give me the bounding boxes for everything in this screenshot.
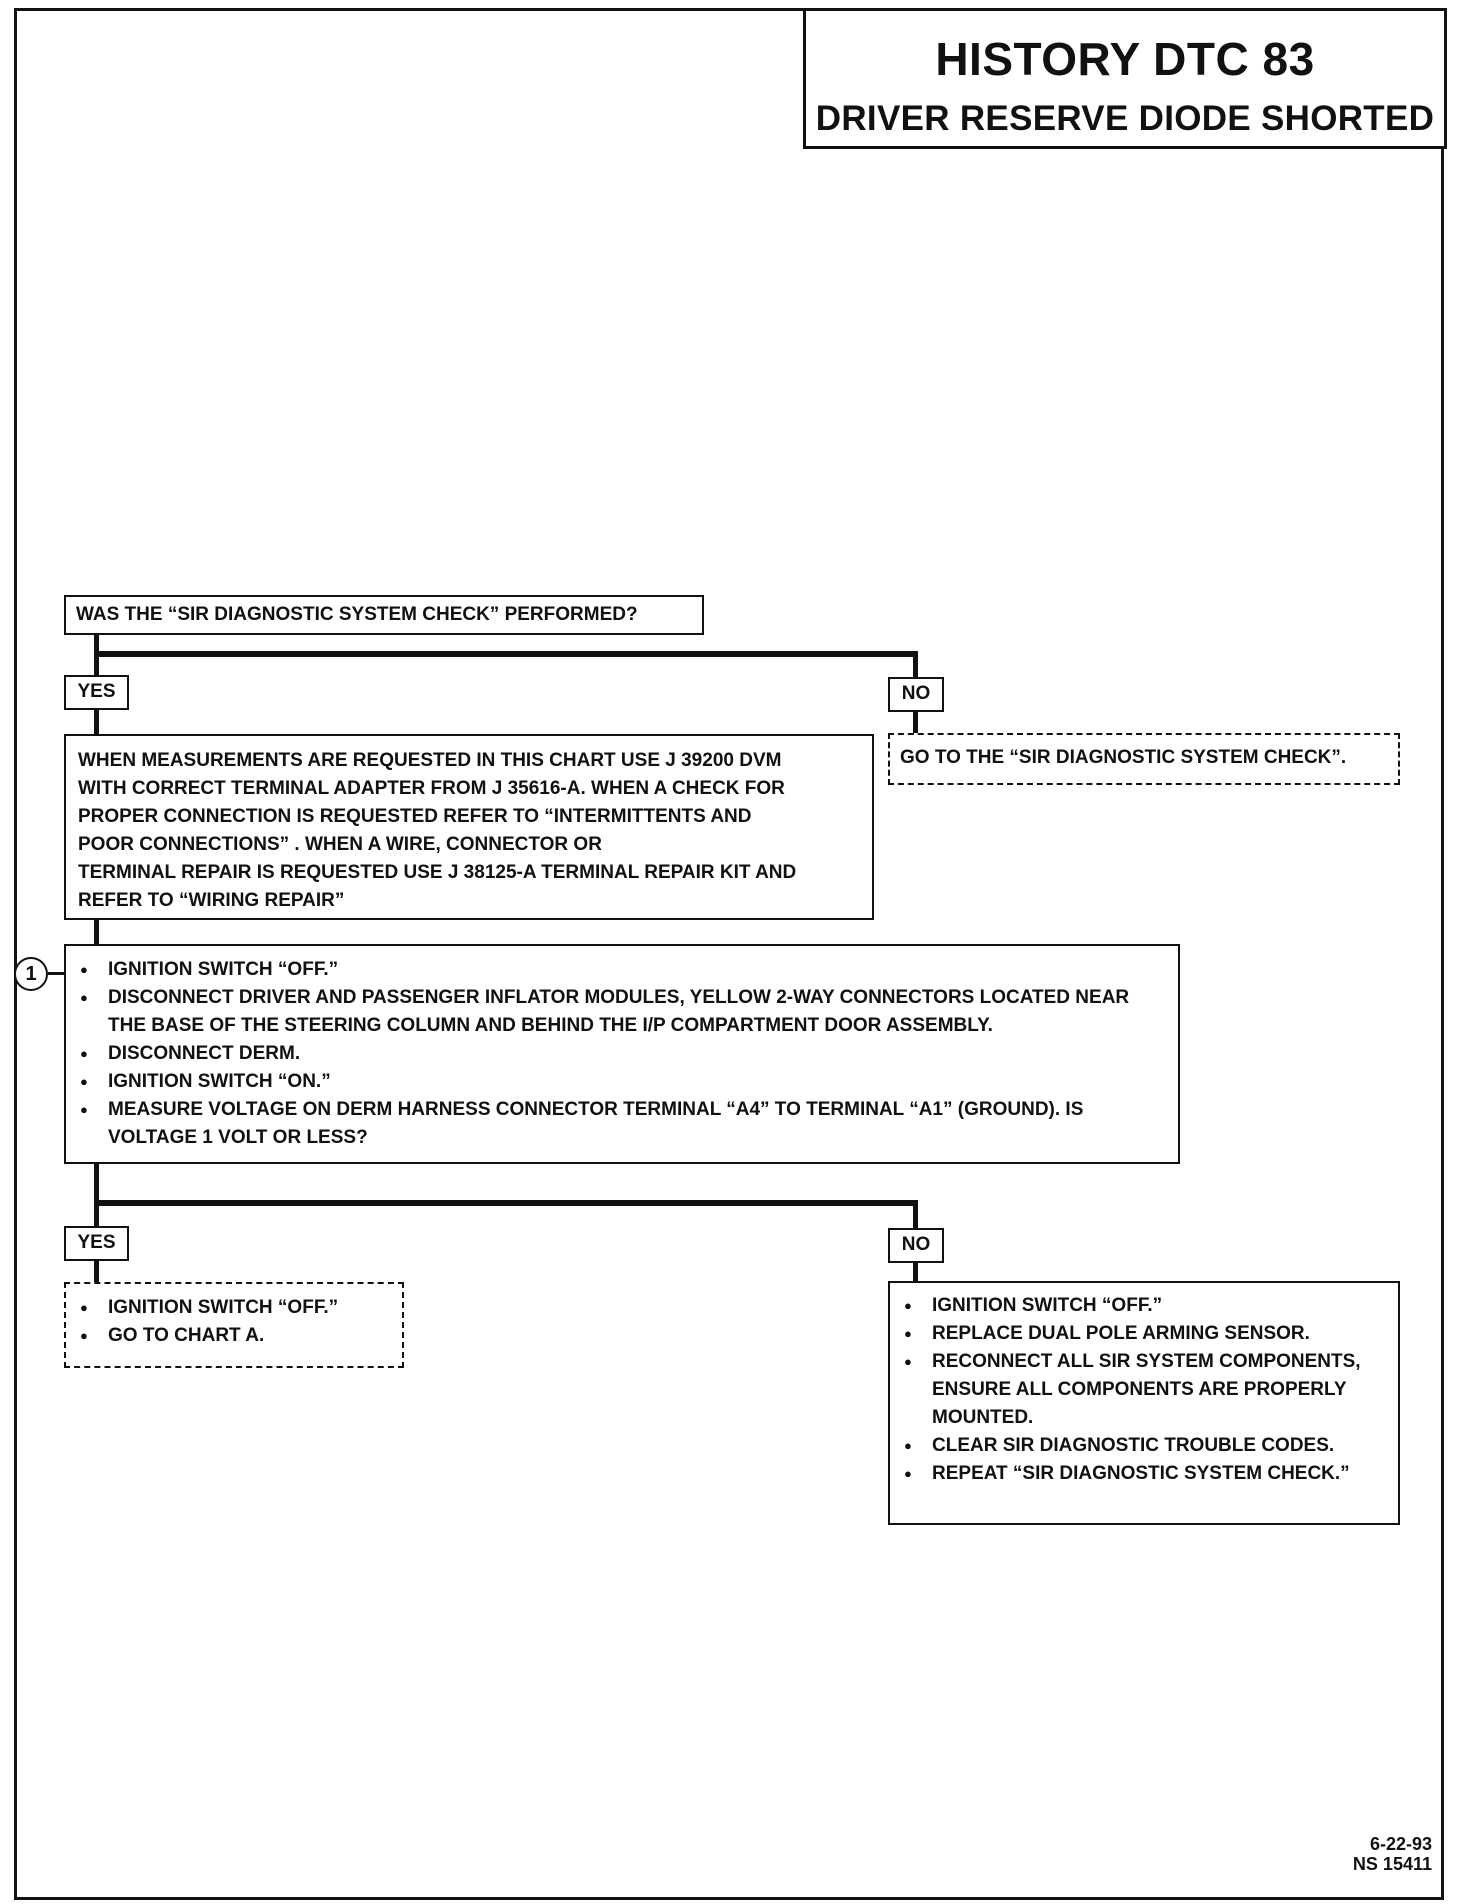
instruction-line: PROPER CONNECTION IS REQUESTED REFER TO “INTERMITTENTS AND — [78, 806, 752, 827]
yes-result-box — [64, 1282, 404, 1368]
no-result-item: ● CLEAR SIR DIAGNOSTIC TROUBLE CODES. — [900, 1432, 1388, 1460]
yes-label: YES — [64, 1226, 129, 1261]
connector-line — [94, 1162, 99, 1230]
connector-line — [94, 918, 99, 946]
yes-result-list — [76, 1294, 392, 1350]
no-action-text: GO TO THE “SIR DIAGNOSTIC SYSTEM CHECK”. — [900, 747, 1347, 768]
connector-line — [913, 1200, 918, 1228]
yes-result-item: ● IGNITION SWITCH “OFF.” — [76, 1294, 392, 1322]
footer-date: 6-22-93 — [1369, 1834, 1432, 1854]
no-result-item: ● RECONNECT ALL SIR SYSTEM COMPONENTS, ENSURE ALL COMPONENTS ARE PROPERLY MOUNTED. — [900, 1348, 1388, 1432]
connector-line — [913, 651, 918, 679]
connector-line — [913, 710, 918, 735]
yes-label: YES — [64, 675, 129, 710]
connector-line — [94, 651, 918, 657]
step-list — [76, 956, 1168, 1152]
footer — [1353, 1834, 1432, 1874]
instruction-line: WITH CORRECT TERMINAL ADAPTER FROM J 35616-A. WHEN A CHECK FOR — [78, 778, 785, 799]
instruction-line: WHEN MEASUREMENTS ARE REQUESTED IN THIS CHART USE J 39200 DVM — [78, 750, 782, 771]
connector-line — [94, 1260, 99, 1283]
step-box — [64, 944, 1180, 1164]
connector-line — [94, 708, 99, 735]
title-box — [803, 8, 1447, 149]
instruction-line: POOR CONNECTIONS” . WHEN A WIRE, CONNECTOR OR — [78, 834, 602, 855]
step-item: ● DISCONNECT DRIVER AND PASSENGER INFLATOR MODULES, YELLOW 2-WAY CONNECTORS LOCATED NEAR THE BASE OF THE STEERING COLUMN AND BEHIND THE I/P COMPARTMENT DOOR ASSEMBLY. — [76, 984, 1168, 1040]
no-result-item: ● REPLACE DUAL POLE ARMING SENSOR. — [900, 1320, 1388, 1348]
step-number: 1 — [14, 957, 48, 991]
connector-line — [913, 1262, 918, 1282]
question-text: WAS THE “SIR DIAGNOSTIC SYSTEM CHECK” PERFORMED? — [76, 604, 638, 625]
footer-code: NS 15411 — [1352, 1854, 1432, 1874]
no-label: NO — [888, 677, 944, 712]
question-box — [64, 595, 704, 635]
no-result-item: ● IGNITION SWITCH “OFF.” — [900, 1292, 1388, 1320]
page-subtitle: DRIVER RESERVE DIODE SHORTED — [815, 99, 1435, 138]
step-item: ● MEASURE VOLTAGE ON DERM HARNESS CONNECTOR TERMINAL “A4” TO TERMINAL “A1” (GROUND). IS VOLTAGE 1 VOLT OR LESS? — [76, 1096, 1168, 1152]
page-title: HISTORY DTC 83 — [935, 33, 1315, 85]
yes-result-item: ● GO TO CHART A. — [76, 1322, 392, 1350]
step-item: ● DISCONNECT DERM. — [76, 1040, 1168, 1068]
connector-line — [94, 1200, 918, 1206]
instructions-box — [64, 734, 874, 920]
no-result-item: ● REPEAT “SIR DIAGNOSTIC SYSTEM CHECK.” — [900, 1460, 1388, 1488]
instruction-line: REFER TO “WIRING REPAIR” — [78, 890, 345, 911]
no-result-box — [888, 1281, 1400, 1525]
step-item: ● IGNITION SWITCH “ON.” — [76, 1068, 1168, 1096]
no-label: NO — [888, 1228, 944, 1263]
step-item: ● IGNITION SWITCH “OFF.” — [76, 956, 1168, 984]
instruction-line: TERMINAL REPAIR IS REQUESTED USE J 38125-A TERMINAL REPAIR KIT AND — [78, 862, 797, 883]
no-action-box — [888, 733, 1400, 785]
no-result-list — [900, 1292, 1388, 1488]
